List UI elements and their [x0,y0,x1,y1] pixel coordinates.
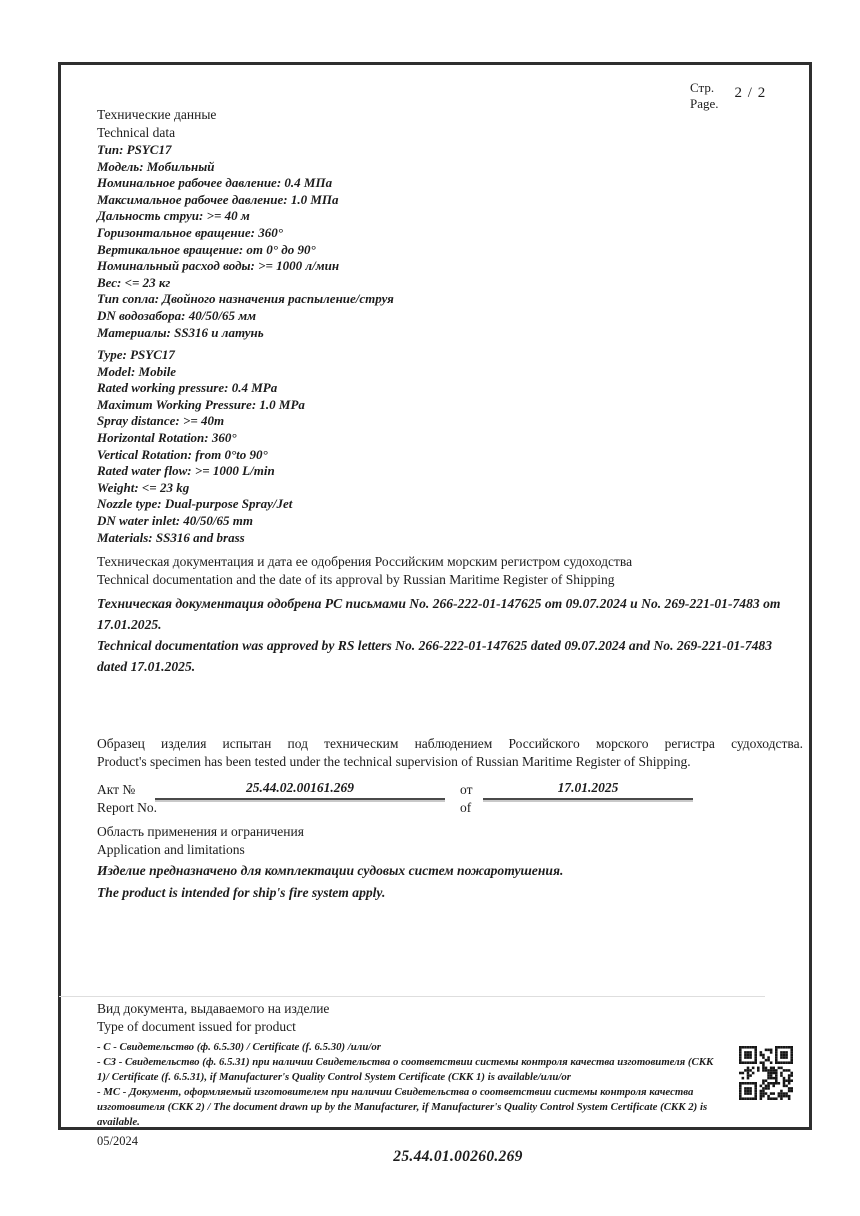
doc-type-heading-en: Type of document issued for product [97,1018,296,1034]
spec-line-en: Spray distance: >= 40m [97,413,225,429]
spec-line-ru: Тип сопла: Двойного назначения распыление/струя [97,291,394,307]
spec-line-en: Maximum Working Pressure: 1.0 MPa [97,396,305,412]
approval-statement-ru: Техническая документация одобрена РС письмами No. 266-222-01-147625 от 09.07.2024 и No. 269-221-01-7483 от 17.01.2025. [97,596,781,632]
report-date-label-ru: от [460,782,473,797]
specimen-statement-en: Product's specimen has been tested under the technical supervision of Russian Maritime Register of Shipping. [97,754,691,769]
application-statement-ru: Изделие предназначено для комплектации судовых систем пожаротушения. [97,863,564,878]
footer-form-date: 05/2024 [97,1134,138,1148]
tech-data-heading-en: Technical data [97,124,176,140]
specimen-statements [97,735,803,771]
application-heading-ru: Область применения и ограничения [97,824,304,839]
tech-data-heading [97,106,216,141]
footer-document-number: 25.44.01.00260.269 [393,1148,523,1165]
spec-line-en: Model: Mobile [97,363,177,379]
approval-statement-en: Technical documentation was approved by RS letters No. 266-222-01-147625 dated 09.07.2024 and No. 269-221-01-7483 dated 17.01.2025. [97,638,773,674]
doc-type-heading-ru: Вид документа, выдаваемого на изделие [97,1001,330,1016]
page-label-en: Page. [690,96,719,111]
page-number-block [690,80,766,112]
docs-approval-heading-en: Technical documentation and the date of its approval by Russian Maritime Register of Shipping [97,571,615,587]
spec-line-en: Weight: <= 23 kg [97,479,190,495]
spec-line-en: Nozzle type: Dual-purpose Spray/Jet [97,496,293,512]
approval-statements [97,593,805,677]
application-statements [97,860,563,904]
spec-line-en: Vertical Rotation: from 0°to 90° [97,446,268,462]
doc-type-option: - СЗ - Свидетельство (ф. 6.5.31) при наличии Свидетельства о соответствии системы контроля качества изготовителя (СКК 1)/ Certificate (f. 6.5.31), if Manufacturer's Quality Control System Certificate (СКК 1) is available/или/or [97,1056,714,1083]
report-no-label-ru: Акт № [97,782,136,797]
application-heading-en: Application and limitations [97,841,245,857]
report-number-value: 25.44.02.00161.269 [155,780,445,800]
report-date-label-en: of [460,799,472,815]
doc-type-heading [97,1000,329,1035]
spec-line-ru: Вертикальное вращение: от 0° до 90° [97,241,316,257]
page-label-ru: Стр. [690,80,715,95]
spec-line-ru: Номинальный расход воды: >= 1000 л/мин [97,258,340,274]
spec-line-en: DN water inlet: 40/50/65 mm [97,512,253,528]
tech-data-heading-ru: Технические данные [97,107,217,122]
spec-line-en: Rated working pressure: 0.4 MPa [97,380,278,396]
application-heading [97,823,304,858]
spec-line-en: Rated water flow: >= 1000 L/min [97,463,275,479]
spec-line-ru: Дальность струи: >= 40 м [97,208,250,224]
docs-approval-heading [97,553,632,588]
section-divider-line [59,996,765,997]
spec-line-ru: Вес: <= 23 кг [97,274,171,290]
spec-line-ru: Материалы: SS316 и латунь [97,324,264,340]
specimen-statement-ru: Образец изделия испытан под техническим наблюдением Российского морского регистра судоходства. [97,736,803,751]
spec-line-en: Horizontal Rotation: 360° [97,429,237,445]
report-date-label [460,781,472,816]
spec-line-ru: Тип: PSYC17 [97,142,172,157]
spec-line-en: Materials: SS316 and brass [97,529,245,545]
report-no-label-en: Report No. [97,799,157,815]
application-statement-en: The product is intended for ship's fire system apply. [97,885,386,900]
spec-line-en: Type: PSYC17 [97,347,175,362]
spec-line-ru: Горизонтальное вращение: 360° [97,224,283,240]
report-date-value: 17.01.2025 [483,780,693,800]
spec-line-ru: Модель: Мобильный [97,158,215,174]
docs-approval-heading-ru: Техническая документация и дата ее одобрения Российским морским регистром судоходства [97,554,633,569]
doc-type-option: - С - Свидетельство (ф. 6.5.30) / Certificate (f. 6.5.30) /или/or [97,1041,381,1053]
spec-line-ru: Номинальное рабочее давление: 0.4 МПа [97,175,333,191]
tech-specs-ru [97,142,394,341]
qr-code [739,1046,793,1100]
page-number-value: 2 / 2 [734,85,767,101]
doc-type-option: - МС - Документ, оформляемый изготовителем при наличии Свидетельства о соответствии системы контроля качества изготовителя (СКК 2) / The document drawn up by the Manufacturer, if Manufacturer's Quality Control System Certificate (СКК 2) is available. [97,1086,708,1128]
report-no-label [97,781,157,816]
tech-specs-en [97,347,305,546]
doc-type-options [97,1040,727,1130]
spec-line-ru: Максимальное рабочее давление: 1.0 МПа [97,191,339,207]
spec-line-ru: DN водозабора: 40/50/65 мм [97,307,257,323]
